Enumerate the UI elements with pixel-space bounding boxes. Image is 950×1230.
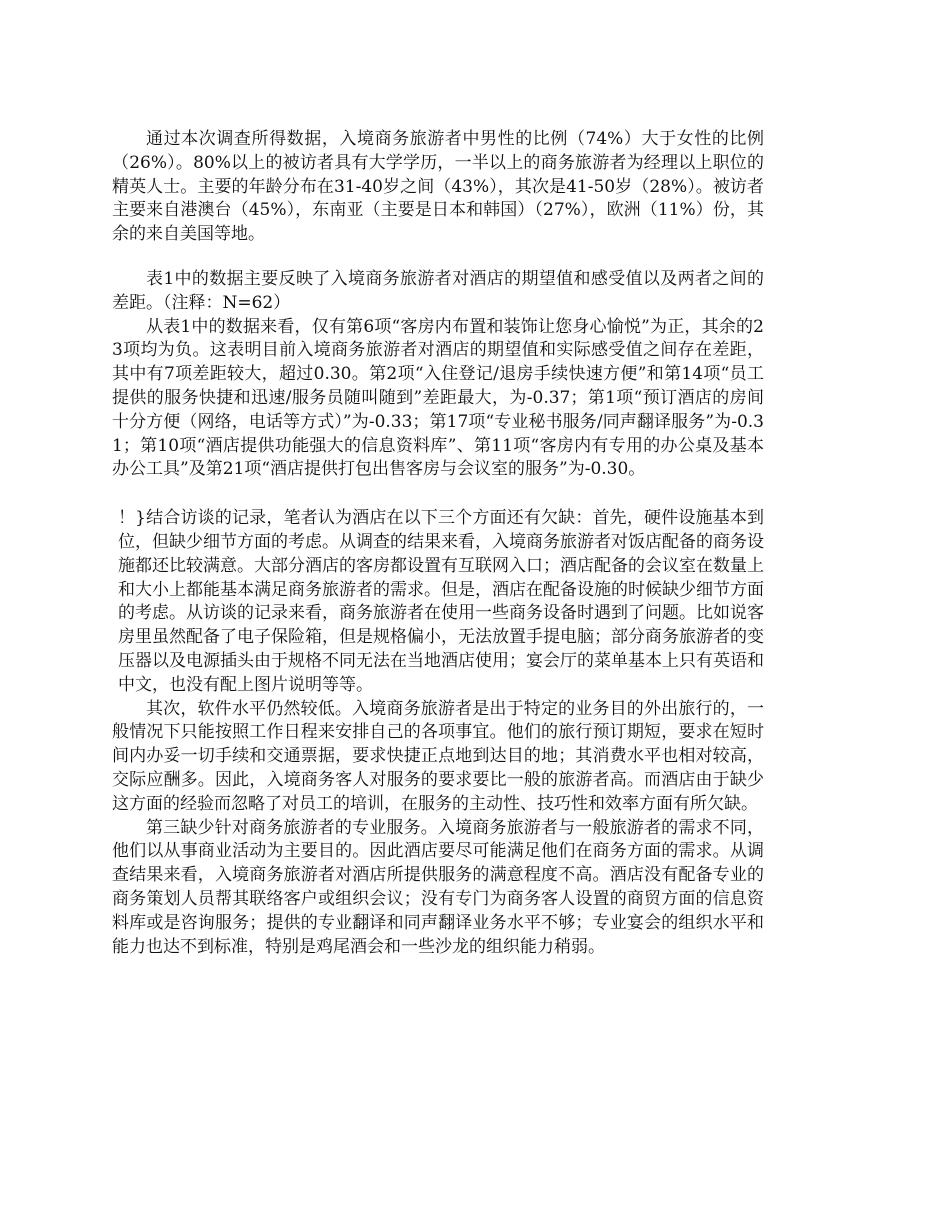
paragraph-professional-service: 第三缺少针对商务旅游者的专业服务。入境商务旅游者与一般旅游者的需求不同，他们以从事商业活动为主要目的。因此酒店要尽可能满足他们在商务方面的需求。从调查结果来看，入境商务旅游者对酒店所提供服务的满意程度不高。酒店没有配备专业的商务策划人员帮其联络客户或组织会议；没有专门为商务客人设置的商贸方面的信息资料库或是咨询服务；提供的专业翻译和同声翻译业务水平不够；专业宴会的组织水平和能力也达不到标准，特别是鸡尾酒会和一些沙龙的组织能力稍弱。 — [112, 817, 764, 957]
paragraph-demographics: 通过本次调查所得数据，入境商务旅游者中男性的比例（74%）大于女性的比例（26%）。80%以上的被访者具有大学学历，一半以上的商务旅游者为经理以上职位的精英人士。主要的年龄分布在31-40岁之间（43%），其次是41-50岁（28%）。被访者主要来自港澳台（45%），东南亚（主要是日本和韩国）（27%），欧洲（11%）份，其余的来自美国等地。 — [112, 129, 764, 245]
document-body — [112, 128, 764, 959]
paragraph-table-analysis: 从表1中的数据来看，仅有第6项“客房内布置和装饰让您身心愉悦”为正，其余的23项均为负。这表明目前入境商务旅游者对酒店的期望值和实际感受值之间存在差距，其中有7项差距较大，超过0.30。第2项“入住登记/退房手续快速方便”和第14项“员工提供的服务快捷和迅速/服务员随叫随到”差距最大，为-0.37；第1项“预订酒店的房间十分方便（网络，电话等方式）”为-0.33；第17项“专业秘书服务/同声翻译服务”为-0.31；第10项“酒店提供功能强大的信息资料库”、第11项“客房内有专用的办公桌及基本办公工具”及第21项“酒店提供打包出售客房与会议室的服务”为-0.30。 — [112, 316, 764, 480]
paragraph-software: 其次，软件水平仍然较低。入境商务旅游者是出于特定的业务目的外出旅行的，一般情况下只能按照工作日程来安排自己的各项事宜。他们的旅行预订期短，要求在短时间内办妥一切手续和交通票据，要求快捷正点地到达目的地；其消费水平也相对较高，交际应酬多。因此，入境商务客人对服务的要求要比一般的旅游者高。而酒店由于缺少这方面的经验而忽略了对员工的培训，在服务的主动性、技巧性和效率方面有所欠缺。 — [112, 698, 764, 814]
paragraph-table-intro: 表1中的数据主要反映了入境商务旅游者对酒店的期望值和感受值以及两者之间的差距。（注释：N=62） — [112, 268, 764, 313]
paragraph-hardware: ！}结合访谈的记录，笔者认为酒店在以下三个方面还有欠缺：首先，硬件设施基本到位，但缺少细节方面的考虑。从调查的结果来看，入境商务旅游者对饭店配备的商务设施都还比较满意。大部分酒店的客房都设置有互联网入口；酒店配备的会议室在数量上和大小上都能基本满足商务旅游者的需求。但是，酒店在配备设施的时候缺少细节方面的考虑。从访谈的记录来看，商务旅游者在使用一些商务设备时遇到了问题。比如说客房里虽然配备了电子保险箱，但是规格偏小，无法放置手提电脑；部分商务旅游者的变压器以及电源插头由于规格不同无法在当地酒店使用；宴会厅的菜单基本上只有英语和中文，也没有配上图片说明等等。 — [118, 508, 764, 695]
